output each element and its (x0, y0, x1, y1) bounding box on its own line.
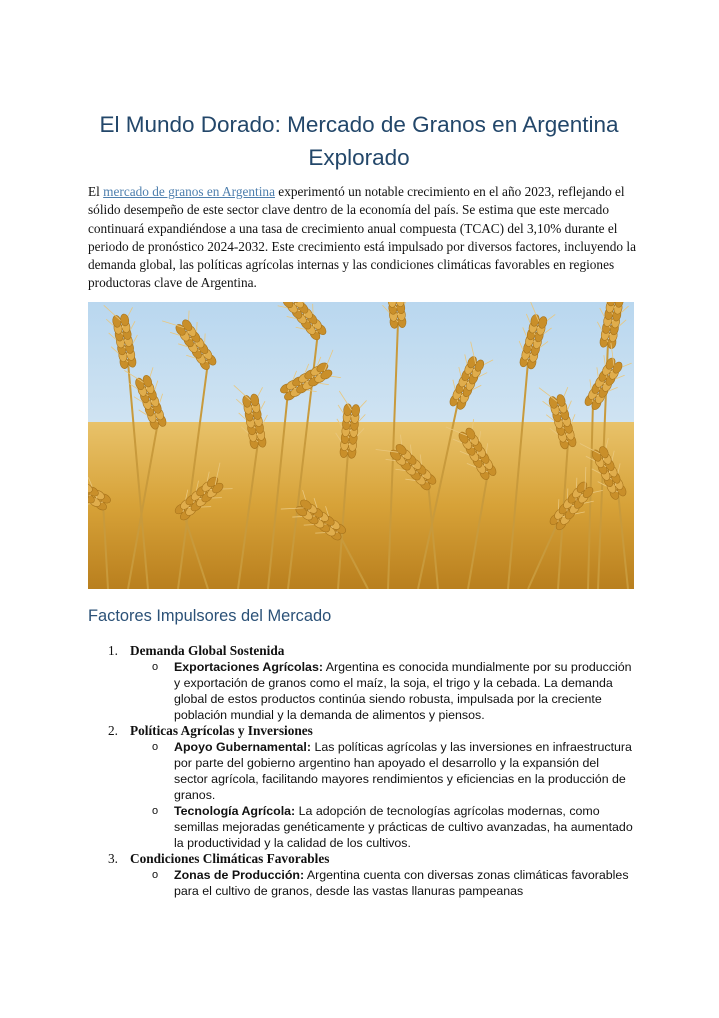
factor-number: 2. (108, 723, 118, 738)
circle-bullet-icon: o (152, 869, 159, 881)
factor-item (88, 643, 636, 723)
section-heading: Factores Impulsores del Mercado (88, 607, 332, 625)
factor-title: Condiciones Climáticas Favorables (130, 851, 330, 866)
factors-list (88, 643, 636, 899)
factor-item (88, 723, 636, 851)
circle-bullet-icon: o (152, 661, 159, 673)
sub-item: o Exportaciones Agrícolas: Argentina es conocida mundialmente por su producción y exportación de granos como el maíz, la soja, el trigo y la cebada. La demanda global de estos productos continúa siendo robusta, impulsada por la creciente población mundial y la demanda de alimentos y piensos. (152, 660, 632, 722)
wheat-field-photo (88, 302, 634, 589)
circle-bullet-icon: o (152, 741, 159, 753)
sub-item: o Zonas de Producción: Argentina cuenta con diversas zonas climáticas favorables para el cultivo de granos, desde las vastas llanuras pampeanas (152, 868, 629, 898)
page-title: El Mundo Dorado: Mercado de Granos en Argentina Explorado (99, 112, 619, 170)
factor-title: Demanda Global Sostenida (130, 643, 285, 658)
factor-item (88, 851, 636, 899)
grain-market-link[interactable]: mercado de granos en Argentina (103, 184, 275, 199)
intro-paragraph (88, 183, 636, 293)
intro-text-rest: experimentó un notable crecimiento en el año 2023, reflejando el sólido desempeño de este sector clave dentro de la economía del país. Se estima que este mercado continuará expandiéndose a una tasa de crecimiento anual compuesta (TCAC) del 3,10% durante el periodo de pronóstico 2024-2032. Este crecimiento está impulsado por diversos factores, incluyendo la demanda global, las políticas agrícolas internas y las condiciones climáticas favorables en regiones productoras clave de Argentina. (88, 184, 636, 291)
circle-bullet-icon: o (152, 805, 159, 817)
factor-title: Políticas Agrícolas y Inversiones (130, 723, 313, 738)
factor-number: 3. (108, 851, 118, 866)
intro-text-start: El (88, 184, 104, 199)
sub-item: o Apoyo Gubernamental: Las políticas agrícolas y las inversiones en infraestructura por parte del gobierno argentino han apoyado el desarrollo y la expansión del sector agrícola, facilitando mayores rendimientos y eficiencias en la producción de granos. (152, 740, 632, 802)
sub-item: o Tecnología Agrícola: La adopción de tecnologías agrícolas modernas, como semillas mejoradas genéticamente y prácticas de cultivo avanzadas, ha aumentado la productividad y la calidad de los cultivos. (152, 804, 633, 850)
factor-number: 1. (108, 643, 118, 658)
